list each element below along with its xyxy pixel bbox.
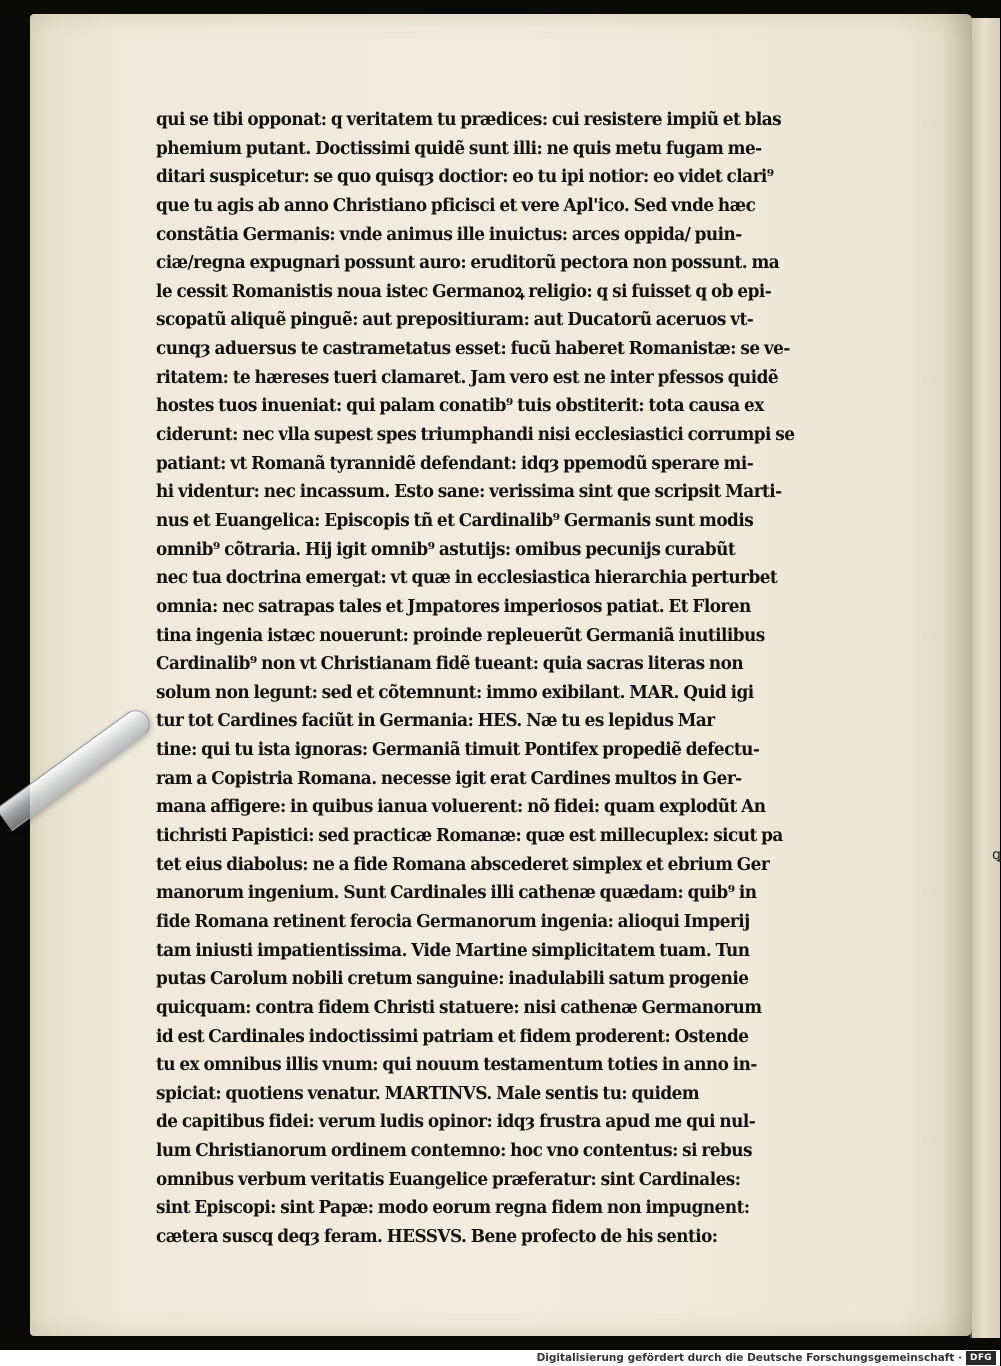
text-line: tichristi Papistici: sed practicæ Romanæ: quæ est millecuplex: sicut pa bbox=[156, 826, 783, 847]
next-page-edge bbox=[970, 18, 1000, 1338]
text-line: ritatem: te hæreses tueri clamaret. Jam vero est ne inter pfessos quidẽ bbox=[156, 367, 779, 388]
text-line: solum non legunt: sed et cõtemnunt: immo exibilant. MAR. Quid igi bbox=[156, 682, 754, 703]
text-line: scopatũ aliquẽ pinguẽ: aut prepositiuram: aut Ducatorũ aceruos vt- bbox=[156, 310, 754, 331]
text-line: tine: qui tu ista ignoras: Germaniã timuit Pontifex propediẽ defectu- bbox=[156, 740, 760, 761]
text-block bbox=[156, 106, 876, 1252]
text-line: tu ex omnibus illis vnum: qui nouum testamentum toties in anno in- bbox=[156, 1055, 757, 1076]
text-line: que tu agis ab anno Christiano pficisci et vere Apl'ico. Sed vnde hæc bbox=[156, 195, 756, 216]
text-line: mana affigere: in quibus ianua voluerent: nõ fidei: quam explodũt An bbox=[156, 797, 766, 818]
text-line: le cessit Romanistis noua istec Germanoꝝ religio: q si fuisset q ob epi- bbox=[156, 281, 772, 302]
text-line: tina ingenia istæc nouerunt: proinde repleuerũt Germaniã inutilibus bbox=[156, 625, 765, 646]
text-line: tet eius diabolus: ne a fide Romana abscederet simplex et ebrium Ger bbox=[156, 854, 770, 875]
text-line: id est Cardinales indoctissimi patriam et fidem proderent: Ostende bbox=[156, 1026, 749, 1047]
text-line: nus et Euangelica: Episcopis tñ et Cardinalib⁹ Germanis sunt modis bbox=[156, 510, 754, 531]
text-line: cætera suscq deqȝ feram. HESSVS. Bene profecto de his sentio: bbox=[156, 1226, 718, 1247]
text-line: omnibus verbum veritatis Euangelice præferatur: sint Cardinales: bbox=[156, 1169, 741, 1190]
gutter-shadow bbox=[942, 14, 972, 1336]
text-line: omnib⁹ cõtraria. Hij igit omnib⁹ astutijs: omibus pecunijs curabũt bbox=[156, 539, 736, 560]
text-line: de capitibus fidei: verum ludis opinor: idqȝ frustra apud me qui nul- bbox=[156, 1112, 756, 1133]
text-line: hi videntur: nec incassum. Esto sane: verissima sint que scripsit Marti- bbox=[156, 482, 782, 503]
text-line: tur tot Cardines faciũt in Germania: HES. Næ tu es lepidus Mar bbox=[156, 711, 715, 732]
text-line: constãtia Germanis: vnde animus ille inuictus: arces oppida/ puin- bbox=[156, 224, 742, 245]
text-line: lum Christianorum ordinem contemno: hoc vno contentus: si rebus bbox=[156, 1141, 752, 1162]
digitization-credit: Digitalisierung gefördert durch die Deutsche Forschungsgemeinschaft · bbox=[536, 1352, 962, 1364]
text-line: putas Carolum nobili cretum sanguine: inadulabili satum progenie bbox=[156, 969, 749, 990]
text-line: ciderunt: nec vlla supest spes triumphandi nisi ecclesiastici corrumpi se bbox=[156, 425, 795, 446]
text-line: patiant: vt Romanã tyrannidẽ defendant: idqȝ ppemodũ sperare mi- bbox=[156, 453, 754, 474]
text-line: hostes tuos inueniat: qui palam conatib⁹ tuis obstiterit: tota causa ex bbox=[156, 396, 764, 417]
footer-bar bbox=[0, 1350, 1000, 1366]
dfg-logo: DFG bbox=[966, 1351, 996, 1365]
text-line: ciæ/regna expugnari possunt auro: eruditorũ pectora non possunt. ma bbox=[156, 253, 780, 274]
text-line: manorum ingenium. Sunt Cardinales illi cathenæ quædam: quib⁹ in bbox=[156, 883, 757, 904]
text-line: Cardinalib⁹ non vt Christianam fidẽ tueant: quia sacras literas non bbox=[156, 654, 744, 675]
text-line: fide Romana retinent ferocia Germanorum ingenia: alioqui Imperij bbox=[156, 911, 750, 932]
text-line: ditari suspicetur: se quo quisqȝ doctior: eo tu ipi notior: eo videt clari⁹ bbox=[156, 167, 774, 188]
text-line: spiciat: quotiens venatur. MARTINVS. Male sentis tu: quidem bbox=[156, 1083, 700, 1104]
text-line: quicquam: contra fidem Christi statuere: nisi cathenæ Germanorum bbox=[156, 997, 762, 1018]
text-line: omnia: nec satrapas tales et Jmpatores imperiosos patiat. Et Floren bbox=[156, 596, 751, 617]
text-line: qui se tibi opponat: q veritatem tu prædices: cui resistere impiũ et blas bbox=[156, 110, 782, 130]
text-line: phemium putant. Doctissimi quidẽ sunt illi: ne quis metu fugam me- bbox=[156, 138, 762, 159]
text-line: ram a Copistria Romana. necesse igit erat Cardines multos in Ger- bbox=[156, 768, 742, 789]
next-page-edge-mark: ꝗ bbox=[992, 847, 1001, 863]
text-line: sint Episcopi: sint Papæ: modo eorum regna fidem non impugnent: bbox=[156, 1198, 750, 1219]
text-line: cunqȝ aduersus te castrametatus esset: fucũ haberet Romanistæ: se ve- bbox=[156, 339, 790, 360]
book-page bbox=[30, 14, 972, 1336]
text-line: nec tua doctrina emergat: vt quæ in ecclesiastica hierarchia perturbet bbox=[156, 568, 778, 589]
text-line: tam iniusti impatientissima. Vide Martine simplicitatem tuam. Tun bbox=[156, 940, 750, 961]
